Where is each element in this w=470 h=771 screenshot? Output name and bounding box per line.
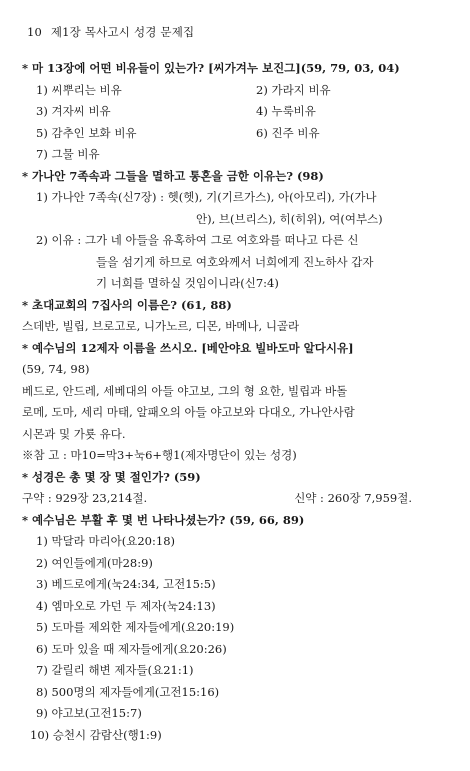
list-item: 1) 씨뿌리는 비유 [36, 82, 122, 97]
list-item: 7) 그물 비유 [36, 147, 100, 161]
answer-line: 1) 가나안 7족속(신7장) : 헷(헷), 기(기르가스), 아(아모리), 가(가나 [36, 190, 377, 204]
list-item: 9) 야고보(고전15:7) [36, 706, 142, 720]
list-item: 10) 승천시 감람산(행1:9) [30, 727, 162, 742]
list-item: 7) 갈릴리 해변 제자들(요21:1) [36, 663, 194, 677]
question-resurrection-appearances: * 예수님은 부활 후 몇 번 나타나셨는가? (59, 66, 89) [22, 512, 305, 527]
parables-list [36, 82, 452, 161]
list-item: 4) 누룩비유 [256, 104, 316, 118]
list-item: 3) 겨자씨 비유 [36, 104, 111, 118]
answer-line: 스데반, 빌립, 브로고로, 니가노르, 디몬, 바메나, 니골라 [22, 319, 300, 333]
answer-line [22, 493, 412, 505]
answer-line: 베드로, 안드레, 세베대의 아들 야고보, 그의 형 요한, 빌립과 바돌 [22, 383, 348, 398]
new-testament-count: 신약 : 260장 7,959절. [294, 491, 412, 505]
list-item: 4) 엠마오로 가던 두 제자(눅24:13) [36, 598, 216, 613]
list-item: 8) 500명의 제자들에게(고전15:16) [36, 684, 220, 699]
question-twelve-disciples: * 예수님의 12제자 이름을 쓰시오. [베안야요 빌바도마 알다시유] [22, 340, 354, 355]
question-bible-chapters: * 성경은 총 몇 장 몇 절인가? (59) [22, 469, 201, 484]
question-canaan-tribes: * 가나안 7족속과 그들을 멸하고 통혼을 금한 이유는? (98) [22, 168, 324, 183]
answer-line: 시몬과 및 가룟 유다. [22, 426, 126, 441]
answer-line: 들을 섬기게 하므로 여호와께서 너희에게 진노하사 갑자 [96, 254, 374, 269]
page-content [22, 63, 452, 751]
reference-note: ※참 고 : 마10=막3+눅6+행1(제자명단이 있는 성경) [22, 448, 297, 462]
list-item: 2) 여인들에게(마28:9) [36, 555, 153, 570]
list-item: 1) 막달라 마리아(요20:18) [36, 534, 175, 548]
question-years: (59, 74, 98) [22, 362, 90, 376]
answer-line: 2) 이유 : 그가 네 아들을 유혹하여 그로 여호와를 떠나고 다른 신 [36, 233, 359, 247]
answer-line: 기 너희를 멸하실 것임이니라(신7:4) [96, 276, 279, 290]
list-item: 6) 진주 비유 [256, 125, 320, 140]
question-seven-deacons: * 초대교회의 7집사의 이름은? (61, 88) [22, 297, 232, 312]
question-parables: * 마 13장에 어떤 비유들이 있는가? [씨가겨누 보진그](59, 79, 03, 04) [22, 61, 400, 75]
list-item: 2) 가라지 비유 [256, 82, 331, 97]
page-number: 10 [27, 25, 43, 39]
chapter-title: 제1장 목사고시 성경 문제집 [50, 25, 195, 39]
page-header [27, 27, 194, 39]
list-item: 5) 감추인 보화 비유 [36, 125, 137, 140]
list-item: 6) 도마 있을 때 제자들에게(요20:26) [36, 641, 227, 656]
answer-line: 안), 브(브리스), 히(히위), 여(여부스) [196, 211, 383, 226]
appearances-list [22, 536, 452, 741]
list-item: 5) 도마를 제외한 제자들에게(요20:19) [36, 620, 235, 634]
old-testament-count: 구약 : 929장 23,214절. [22, 491, 148, 505]
list-item: 3) 베드로에게(눅24:34, 고전15:5) [36, 577, 216, 591]
answer-line: 로메, 도마, 세리 마태, 알패오의 아들 야고보와 다대오, 가나안사람 [22, 405, 355, 419]
